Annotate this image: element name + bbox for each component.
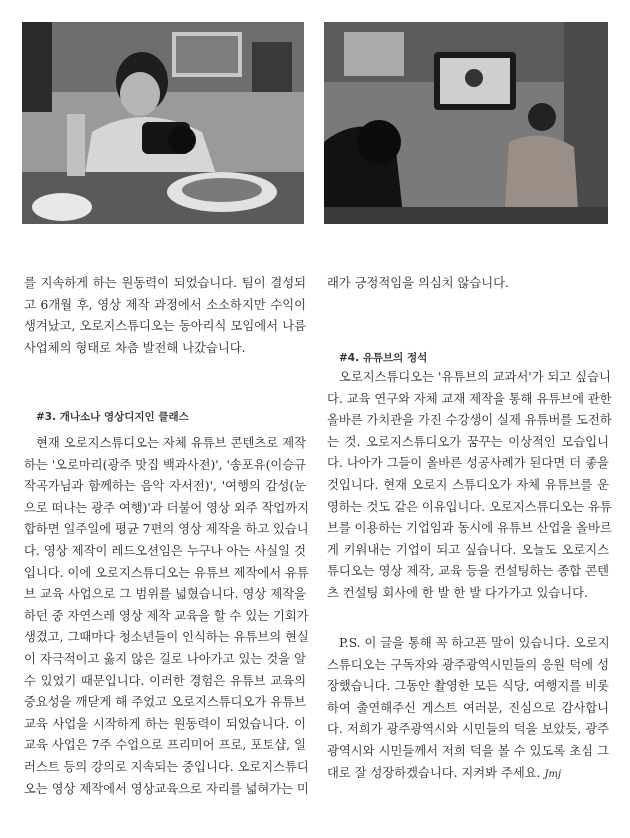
- text-line: 튜디오는 영상 제작, 교육 등을 컨설팅하는 종합 콘텐: [327, 564, 609, 579]
- text-line: 브 교육 사업으로 그 범위를 넓혔습니다. 영상 제작을: [24, 587, 306, 602]
- text-line: 교육 사업을 시작하게 하는 원동력이 되었습니다. 이: [24, 716, 306, 731]
- right-column-block-1: [327, 273, 609, 295]
- text-line: 게 키워내는 기업이 되고 싶습니다. 오늘도 오로지스: [327, 542, 609, 557]
- text-line: 래가 긍정적임을 의심치 않습니다.: [327, 276, 509, 290]
- photo-man-with-camera: [22, 22, 304, 224]
- text-line: 다. 영상 제작이 레드오션임은 누구나 아는 사실일 것: [24, 543, 306, 558]
- text-line: 중요성을 깨닫게 해 주었고 오로지스튜디오가 유튜브: [24, 695, 306, 710]
- text-line: 다. 나아가 그들이 올바른 성공사례가 된다면 더 좋을: [327, 456, 609, 471]
- left-column-block-1: [24, 273, 306, 359]
- text-line: 러스트 등의 강의로 지속되는 중입니다. 오로지스튜디: [24, 759, 309, 774]
- text-line: 츠 컨설팅 회사에 한 발 한 발 다가가고 있습니다.: [327, 585, 588, 600]
- text-line: 생겼고, 그때마다 청소년들이 인식하는 유튜브의 현실: [24, 630, 309, 645]
- text-line: 광역시와 시민들께서 저희 덕을 볼 수 있도록 초심 그: [327, 743, 609, 758]
- text-line: 생겨났고, 오로지스튜디오는 동아리식 모임에서 나름: [24, 319, 306, 334]
- text-line: 다. 저희가 광주광역시와 시민들의 덕을 보았듯, 광주: [327, 722, 609, 737]
- text-line: 오로지스튜디오는 '유튜브의 교과서'가 되고 싶습니: [339, 370, 611, 384]
- text-line: 영하는 것도 같은 이유입니다. 오로지스튜디오는 유튜: [327, 499, 612, 514]
- text-line: 것입니다. 현재 오로지 스튜디오가 자체 유튜브를 운: [327, 477, 609, 492]
- photo-interview-filming: [324, 22, 608, 224]
- text-line: 다. 교육 연구와 자체 교재 제작을 통해 유튜브에 관한: [327, 391, 612, 406]
- text-line: 이 자극적이고 옳지 않은 길로 나아가고 있는 것을 알: [24, 651, 306, 666]
- section-heading-4: #4. 유튜브의 정석: [339, 352, 428, 364]
- text-line: 교육 사업은 7주 수업으로 프리미어 프로, 포토샵, 일: [24, 738, 306, 753]
- author-signature: Jmj: [544, 768, 562, 780]
- text-line: 작곡가님과 함께하는 음악 자서전)', '여행의 감성(눈: [24, 479, 306, 494]
- text-line: 현재 오로지스튜디오는 자체 유튜브 콘텐츠로 제작: [36, 436, 306, 450]
- closing-sentence: 대로 잘 성장하겠습니다. 지켜봐 주세요.: [327, 765, 541, 780]
- text-line: [327, 763, 609, 786]
- text-line: 올바른 가치관을 가진 수강생이 실제 유튜버를 도전하: [327, 413, 612, 428]
- right-column-block-3: [327, 633, 609, 785]
- text-line: 오는 영상 제작에서 영상교육으로 자리를 넓혀가는 미: [24, 781, 309, 796]
- text-line: 입니다. 이에 오로지스튜디오는 유튜브 제작에서 유튜: [24, 565, 309, 580]
- text-line: 하던 중 자연스레 영상 제작 교육을 할 수 있는 기회가: [24, 608, 309, 623]
- text-line: 브를 이용하는 기업임과 동시에 유튜브 산업을 올바르: [327, 521, 612, 536]
- left-column-block-2: [24, 433, 309, 800]
- text-line: 하는 '오로마리(광주 맛집 백과사전)', '송포유(이승규: [24, 457, 306, 472]
- text-line: 합하면 일주일에 평균 7편의 영상 제작을 하고 있습니: [24, 522, 309, 537]
- text-line: P.S. 이 글을 통해 꼭 하고픈 말이 있습니다. 오로지: [339, 636, 610, 650]
- right-column-block-2: [327, 367, 612, 605]
- text-line: 사업체의 형태로 차츰 발전해 나갔습니다.: [24, 340, 246, 355]
- text-line: 스튜디오는 구독자와 광주광역시민들의 응원 덕에 성: [327, 657, 609, 672]
- text-line: 는 것. 오로지스튜디오가 꿈꾸는 이상적인 모습입니: [327, 434, 609, 449]
- text-line: 를 지속하게 하는 원동력이 되었습니다. 팀이 결성되: [24, 276, 306, 290]
- text-line: 하여 출연해주신 게스트 여러분, 진심으로 감사합니: [327, 700, 609, 715]
- text-line: 으로 떠나는 광주 여행)'과 더불어 영상 외주 작업까지: [24, 500, 309, 515]
- text-line: 장했습니다. 그동안 촬영한 모든 식당, 여행지를 비롯: [327, 679, 609, 694]
- text-line: 고 6개월 후, 영상 제작 과정에서 소소하지만 수익이: [24, 297, 306, 312]
- section-heading-3: #3. 개나소나 영상디지인 클래스: [36, 411, 189, 423]
- text-line: 수 있었기 때문입니다. 이러한 경험은 유튜브 교육의: [24, 673, 306, 688]
